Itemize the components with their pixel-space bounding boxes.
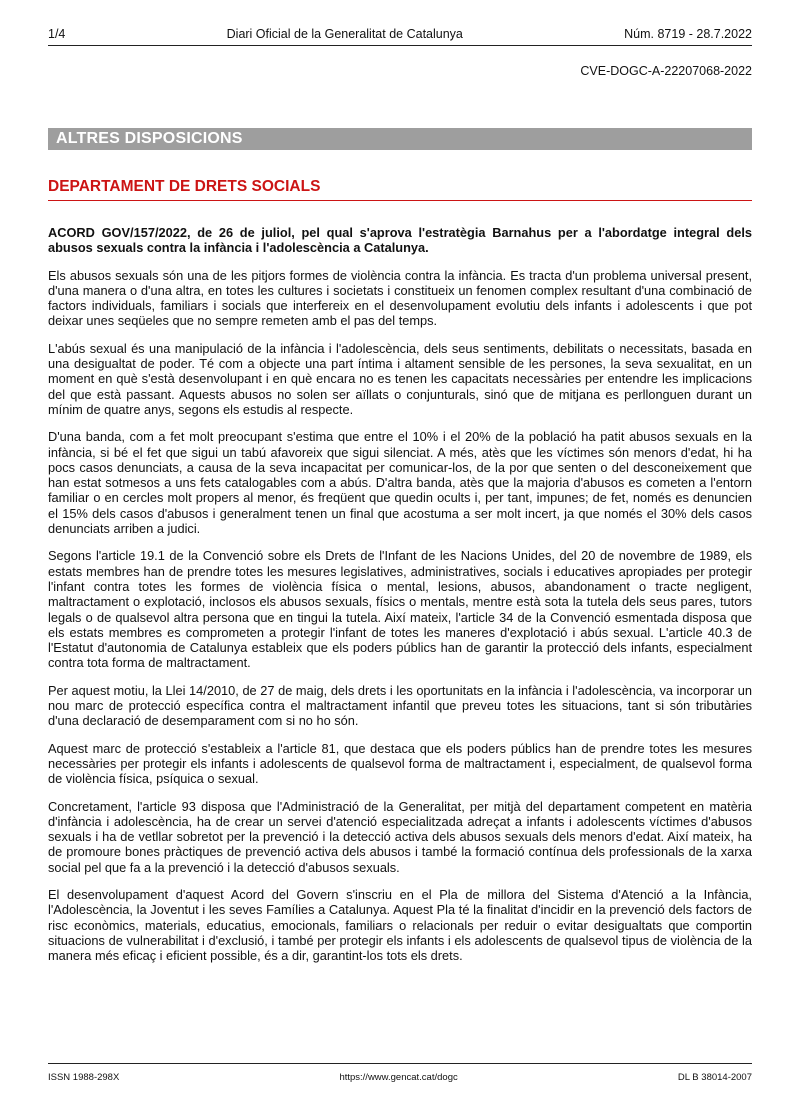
department-heading: DEPARTAMENT DE DRETS SOCIALS [48,178,752,201]
page-number: 1/4 [48,27,66,41]
section-heading: ALTRES DISPOSICIONS [48,128,752,150]
document-code: CVE-DOGC-A-22207068-2022 [580,64,752,78]
body-paragraph: Segons l'article 19.1 de la Convenció sobre els Drets de l'Infant de les Nacions Unides, del 20 de novembre de 1989, els estats membres han de prendre totes les mesures legislatives, administratives, socials i educatives apropiades per protegir l'infant contra totes les formes de violència física o mental, lesions, abusos, abandonament o tracte negligent, maltractament o explotació, inclosos els abusos sexuals, físics o mentals, mentre està sota la tutela dels seus pares, tutors legals o de qualsevol altra persona que en tingui la tutela. Així mateix, l'article 34 de la Convenció esmentada disposa que els estats membres es comprometen a protegir l'infant de totes les maneres d'explotació i abús sexual. L'article 40.3 de l'Estatut d'autonomia de Catalunya estableix que els poders públics han de garantir la protecció dels infants, especialment contra tota forma de maltractament. [48,548,752,671]
footer-url[interactable]: https://www.gencat.cat/dogc [339,1072,458,1083]
footer-divider [48,1063,752,1064]
body-paragraph: Els abusos sexuals són una de les pitjors formes de violència contra la infància. Es tracta d'un problema universal present, d'una manera o d'una altra, en totes les cultures i societats i constitueix un fenomen complex resultant d'una combinació de factors individuals, familiars i socials que interfereix en el desenvolupament evolutiu dels infants i adolescents i que pot deixar unes seqüeles que no sempre remeten amb el pas del temps. [48,267,752,329]
body-paragraph: Concretament, l'article 93 disposa que l'Administració de la Generalitat, per mitjà del departament competent en matèria d'infància i adolescència, ha de crear un servei d'atenció especialitzada adreçat a infants i adolescents víctimes d'abusos sexuals i ha de vetllar sobretot per la prevenció i la detecció activa dels abusos sexuals dels menors d'edat. Així mateix, ha de promoure bones pràctiques de prevenció activa dels abusos i també la formació contínua dels professionals de la xarxa social pel que fa a la prevenció i la detecció d'abusos sexuals. [48,798,752,875]
body-paragraph: Per aquest motiu, la Llei 14/2010, de 27 de maig, dels drets i les oportunitats en la infància i l'adolescència, va incorporar un nou marc de protecció específica contra el maltractament infantil que preveu totes les situacions, tant si són tributàries d'una declaració de desemparament com si no ho són. [48,682,752,729]
publication-title: Diari Oficial de la Generalitat de Catalunya [226,27,463,41]
legal-deposit: DL B 38014-2007 [677,1072,752,1083]
page-header [48,24,752,44]
body-paragraph: L'abús sexual és una manipulació de la infància i l'adolescència, dels seus sentiments, debilitats o necessitats, basada en una desigualtat de poder. Té com a objecte una part íntima i altament sensible de les persones, la seva sexualitat, en un moment en què s'està desenvolupant i en què encara no es tenen les capacitats necessàries per entendre les implicacions del que està passant. Aquests abusos no solen ser aïllats o conjunturals, sinó que de mitjana es perllonguen durant un mínim de quatre anys, segons els estudis al respecte. [48,340,752,417]
issn: ISSN 1988-298X [48,1072,120,1083]
body-paragraph: Aquest marc de protecció s'estableix a l'article 81, que destaca que els poders públics han de prendre totes les mesures necessàries per protegir els infants i adolescents de qualsevol forma de maltractament i, especialment, de qualsevol forma de violència física, psíquica o sexual. [48,740,752,787]
body-paragraph: El desenvolupament d'aquest Acord del Govern s'inscriu en el Pla de millora del Sistema d'Atenció a la Infància, l'Adolescència, la Joventut i les seves Famílies a Catalunya. Aquest Pla té la finalitat d'incidir en la prevenció dels factors de risc econòmics, materials, educatius, emocionals, familiars o relacionals per reduir o evitar desigualtats que comportin situacions de vulnerabilitat i d'exclusió, i també per protegir els infants i els adolescents de qualsevol tipus de violència de la manera més eficaç i eficient possible, és a dir, garantint-los tots els drets. [48,886,752,964]
header-divider [48,45,752,46]
body-paragraph: D'una banda, com a fet molt preocupant s'estima que entre el 10% i el 20% de la població ha patit abusos sexuals en la infància, si bé el fet que sigui un tabú afavoreix que sigui silenciat. A més, atès que les víctimes són menors d'edat, hi ha pocs casos denunciats, a causa de la seva incapacitat per comunicar-los, de la por que senten o del desconeixement que han estat sotmesos a uns fets catalogables com a abús. D'altra banda, atès que la majoria d'abusos es cometen a l'entorn familiar o en cercles molt propers al menor, és freqüent que quedin ocults i, per tant, impunes; de fet, només es denuncien el 15% dels casos d'abusos i generalment tenen un final que acostuma a ser molt incert, ja que només el 30% dels casos denunciats arriben a judici. [48,429,752,537]
page-footer [48,1072,752,1083]
agreement-title: ACORD GOV/157/2022, de 26 de juliol, pel qual s'aprova l'estratègia Barnahus per a l'abordatge integral dels abusos sexuals contra la infància i l'adolescència a Catalunya. [48,225,752,256]
issue-number-date: Núm. 8719 - 28.7.2022 [624,27,752,41]
document-body [48,225,752,975]
